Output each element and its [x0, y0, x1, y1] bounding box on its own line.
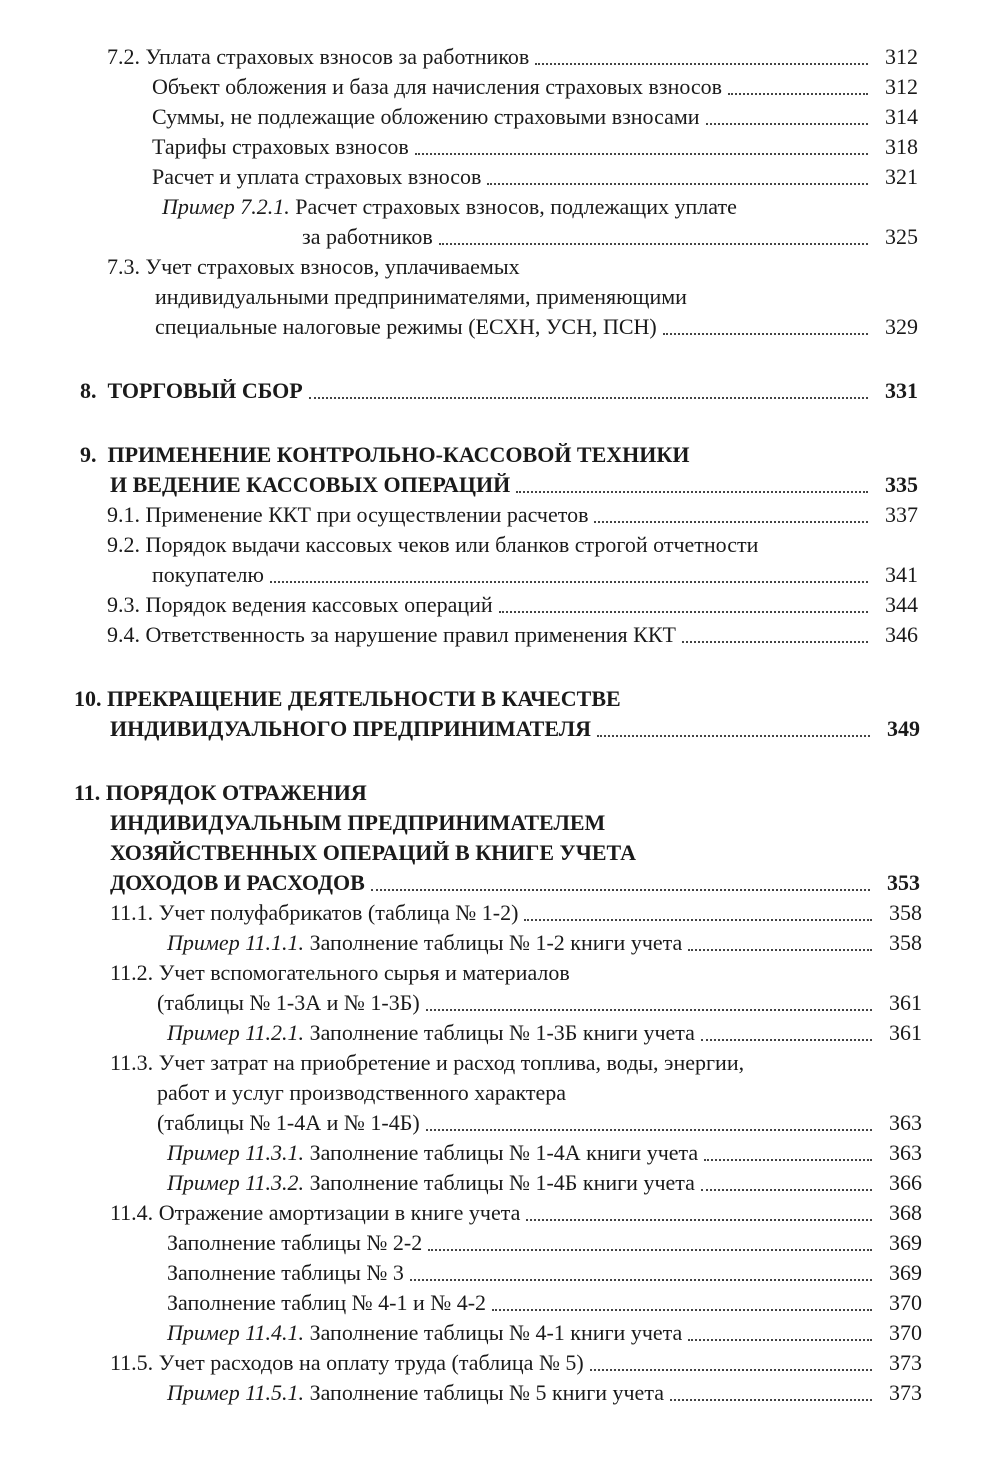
toc-entry-11-5[interactable]: [0, 1348, 1000, 1378]
entry-page: 363: [889, 1140, 922, 1165]
toc-entry-11-4-table-2-2[interactable]: [0, 1228, 1000, 1258]
toc-entry-7-2-tariffs[interactable]: [0, 132, 1000, 162]
toc-entry-7-2-calc[interactable]: [0, 162, 1000, 192]
toc-entry-11-4[interactable]: [0, 1198, 1000, 1228]
entry-page: 358: [889, 900, 922, 925]
chapter-title-cont: ИНДИВИДУАЛЬНЫМ ПРЕДПРИНИМАТЕЛЕМ: [110, 810, 606, 835]
toc-example-7-2-1-line1[interactable]: [0, 192, 1000, 222]
leader-dots: [670, 1399, 872, 1401]
entry-number: 11.4.: [110, 1200, 154, 1225]
toc-entry-7-2[interactable]: [0, 42, 1000, 72]
entry-page: 358: [889, 930, 922, 955]
leader-dots: [688, 949, 872, 951]
entry-title: Заполнение таблицы № 1-4А книги учета: [309, 1140, 699, 1165]
entry-title: Порядок ведения кассовых операций: [145, 592, 493, 617]
chapter-page: 353: [887, 870, 920, 895]
leader-dots: [428, 1249, 872, 1251]
toc-example-7-2-1-line2[interactable]: [0, 222, 1000, 252]
chapter-title: ТОРГОВЫЙ СБОР: [107, 378, 303, 403]
chapter-title: ПРЕКРАЩЕНИЕ ДЕЯТЕЛЬНОСТИ В КАЧЕСТВЕ: [107, 686, 621, 711]
toc-entry-7-3-line2[interactable]: [0, 282, 1000, 312]
example-label: Пример 11.1.1.: [167, 930, 305, 955]
toc-chapter-9-line1[interactable]: [0, 440, 1000, 470]
entry-title: Заполнение таблиц № 4-1 и № 4-2: [167, 1290, 487, 1315]
chapter-page: 349: [887, 716, 920, 741]
entry-number: 11.2.: [110, 960, 154, 985]
toc-entry-11-4-table-3[interactable]: [0, 1258, 1000, 1288]
entry-title: Учет затрат на приобретение и расход топлива, воды, энергии,: [158, 1050, 745, 1075]
toc-chapter-10-line1[interactable]: [0, 684, 1000, 714]
toc-chapter-10-line2[interactable]: [0, 714, 1000, 744]
leader-dots: [682, 641, 868, 643]
entry-title: Уплата страховых взносов за работников: [145, 44, 530, 69]
entry-number: 7.2.: [107, 44, 140, 69]
chapter-title-cont: ХОЗЯЙСТВЕННЫХ ОПЕРАЦИЙ В КНИГЕ УЧЕТА: [110, 840, 636, 865]
entry-title: Порядок выдачи кассовых чеков или бланков строгой отчетности: [145, 532, 759, 557]
chapter-number: 9.: [80, 442, 97, 467]
toc-entry-9-3[interactable]: [0, 590, 1000, 620]
toc-chapter-8[interactable]: [0, 376, 1000, 406]
leader-dots: [701, 1039, 872, 1041]
leader-dots: [535, 63, 868, 65]
leader-dots: [371, 889, 870, 891]
entry-page: 321: [885, 164, 918, 189]
entry-number: 7.3.: [107, 254, 140, 279]
leader-dots: [439, 243, 868, 245]
entry-page: 329: [885, 314, 918, 339]
entry-page: 312: [885, 74, 918, 99]
toc-example-11-3-1[interactable]: [0, 1138, 1000, 1168]
leader-dots: [516, 491, 868, 493]
toc-entry-7-2-object[interactable]: [0, 72, 1000, 102]
toc-example-11-2-1[interactable]: [0, 1018, 1000, 1048]
entry-page: 369: [889, 1260, 922, 1285]
entry-title: Заполнение таблицы № 1-4Б книги учета: [309, 1170, 695, 1195]
chapter-title-cont: ИНДИВИДУАЛЬНОГО ПРЕДПРИНИМАТЕЛЯ: [110, 716, 592, 741]
entry-page: 314: [885, 104, 918, 129]
toc-chapter-11-line1[interactable]: [0, 778, 1000, 808]
entry-page: 341: [885, 562, 918, 587]
entry-page: 370: [889, 1290, 922, 1315]
entry-number: 9.2.: [107, 532, 140, 557]
entry-title: Заполнение таблицы № 3: [167, 1260, 404, 1285]
entry-title-cont: работ и услуг производственного характера: [157, 1080, 567, 1105]
entry-title: Учет вспомогательного сырья и материалов: [158, 960, 570, 985]
entry-title: Ответственность за нарушение правил применения ККТ: [145, 622, 676, 647]
leader-dots: [492, 1309, 872, 1311]
entry-page: 325: [885, 224, 918, 249]
entry-page: 366: [889, 1170, 922, 1195]
toc-entry-7-2-exempt[interactable]: [0, 102, 1000, 132]
entry-title: Заполнение таблицы № 4-1 книги учета: [309, 1320, 683, 1345]
leader-dots: [594, 521, 868, 523]
leader-dots: [663, 333, 868, 335]
leader-dots: [524, 919, 872, 921]
entry-title: Заполнение таблицы № 1-2 книги учета: [309, 930, 683, 955]
entry-number: 9.3.: [107, 592, 140, 617]
toc-chapter-11-line2[interactable]: [0, 808, 1000, 838]
chapter-title: ПОРЯДОК ОТРАЖЕНИЯ: [105, 780, 367, 805]
leader-dots: [526, 1219, 872, 1221]
example-label: Пример 11.5.1.: [167, 1380, 305, 1405]
entry-page: 369: [889, 1230, 922, 1255]
toc-chapter-11-line4[interactable]: [0, 868, 1000, 898]
toc-entry-11-3-line1[interactable]: [0, 1048, 1000, 1078]
toc-example-11-5-1[interactable]: [0, 1378, 1000, 1408]
entry-title-cont: (таблицы № 1-3А и № 1-3Б): [157, 990, 420, 1015]
entry-title: Заполнение таблицы № 1-3Б книги учета: [309, 1020, 695, 1045]
entry-page: 361: [889, 990, 922, 1015]
entry-page: 373: [889, 1350, 922, 1375]
leader-dots: [704, 1159, 872, 1161]
entry-title: Применение ККТ при осуществлении расчетов: [145, 502, 589, 527]
entry-page: 344: [885, 592, 918, 617]
chapter-number: 8.: [80, 378, 97, 403]
leader-dots: [415, 153, 868, 155]
toc-entry-11-3-line3[interactable]: [0, 1108, 1000, 1138]
entry-title: Суммы, не подлежащие обложению страховыми взносами: [152, 104, 700, 129]
chapter-number: 10.: [74, 686, 102, 711]
entry-number: 11.5.: [110, 1350, 154, 1375]
chapter-title-cont: ДОХОДОВ И РАСХОДОВ: [110, 870, 365, 895]
entry-page: 337: [885, 502, 918, 527]
entry-title: Тарифы страховых взносов: [152, 134, 409, 159]
example-label: Пример 11.4.1.: [167, 1320, 305, 1345]
entry-title: Заполнение таблицы № 2-2: [167, 1230, 423, 1255]
entry-title: Учет страховых взносов, уплачиваемых: [145, 254, 520, 279]
toc-example-11-4-1[interactable]: [0, 1318, 1000, 1348]
toc-entry-11-1[interactable]: [0, 898, 1000, 928]
entry-title-cont: индивидуальными предпринимателями, применяющими: [155, 284, 687, 309]
toc-entry-7-3-line3[interactable]: [0, 312, 1000, 342]
toc-chapter-11-line3[interactable]: [0, 838, 1000, 868]
entry-title: Расчет страховых взносов, подлежащих уплате: [295, 194, 737, 219]
entry-title-cont: покупателю: [152, 562, 264, 587]
entry-page: 373: [889, 1380, 922, 1405]
entry-title-cont: (таблицы № 1-4А и № 1-4Б): [157, 1110, 420, 1135]
entry-page: 370: [889, 1320, 922, 1345]
entry-title: Объект обложения и база для начисления страховых взносов: [152, 74, 723, 99]
leader-dots: [701, 1189, 872, 1191]
leader-dots: [688, 1339, 872, 1341]
leader-dots: [309, 397, 868, 399]
leader-dots: [487, 183, 868, 185]
toc-entry-9-2-line1[interactable]: [0, 530, 1000, 560]
entry-page: 361: [889, 1020, 922, 1045]
table-of-contents: [0, 42, 1000, 1408]
entry-title: Учет расходов на оплату труда (таблица № 5): [158, 1350, 584, 1375]
toc-entry-9-1[interactable]: [0, 500, 1000, 530]
toc-entry-11-2-line1[interactable]: [0, 958, 1000, 988]
toc-entry-7-3-line1[interactable]: [0, 252, 1000, 282]
chapter-title-cont: И ВЕДЕНИЕ КАССОВЫХ ОПЕРАЦИЙ: [110, 472, 511, 497]
entry-number: 11.3.: [110, 1050, 154, 1075]
leader-dots: [270, 581, 868, 583]
entry-title: Расчет и уплата страховых взносов: [152, 164, 482, 189]
example-label: Пример 7.2.1.: [162, 194, 290, 219]
chapter-number: 11.: [74, 780, 101, 805]
toc-chapter-9-line2[interactable]: [0, 470, 1000, 500]
entry-page: 318: [885, 134, 918, 159]
entry-number: 9.4.: [107, 622, 140, 647]
chapter-title: ПРИМЕНЕНИЕ КОНТРОЛЬНО-КАССОВОЙ ТЕХНИКИ: [107, 442, 690, 467]
toc-entry-9-4[interactable]: [0, 620, 1000, 650]
toc-entry-11-2-line2[interactable]: [0, 988, 1000, 1018]
entry-page: 368: [889, 1200, 922, 1225]
entry-title: Отражение амортизации в книге учета: [158, 1200, 521, 1225]
entry-number: 11.1.: [110, 900, 154, 925]
entry-page: 363: [889, 1110, 922, 1135]
leader-dots: [706, 123, 868, 125]
leader-dots: [499, 611, 868, 613]
entry-title: Учет полуфабрикатов (таблица № 1-2): [158, 900, 519, 925]
entry-number: 9.1.: [107, 502, 140, 527]
entry-page: 346: [885, 622, 918, 647]
leader-dots: [597, 735, 870, 737]
chapter-page: 331: [885, 378, 918, 403]
entry-title-cont: за работников: [302, 224, 433, 249]
example-label: Пример 11.2.1.: [167, 1020, 305, 1045]
toc-entry-11-4-tables-4[interactable]: [0, 1288, 1000, 1318]
leader-dots: [426, 1129, 872, 1131]
leader-dots: [410, 1279, 872, 1281]
entry-title: Заполнение таблицы № 5 книги учета: [309, 1380, 664, 1405]
chapter-page: 335: [885, 472, 918, 497]
leader-dots: [728, 93, 868, 95]
toc-example-11-1-1[interactable]: [0, 928, 1000, 958]
leader-dots: [426, 1009, 872, 1011]
toc-entry-11-3-line2[interactable]: [0, 1078, 1000, 1108]
example-label: Пример 11.3.2.: [167, 1170, 305, 1195]
toc-example-11-3-2[interactable]: [0, 1168, 1000, 1198]
example-label: Пример 11.3.1.: [167, 1140, 305, 1165]
entry-page: 312: [885, 44, 918, 69]
entry-title-cont: специальные налоговые режимы (ЕСХН, УСН, ПСН): [155, 314, 657, 339]
leader-dots: [590, 1369, 872, 1371]
toc-entry-9-2-line2[interactable]: [0, 560, 1000, 590]
